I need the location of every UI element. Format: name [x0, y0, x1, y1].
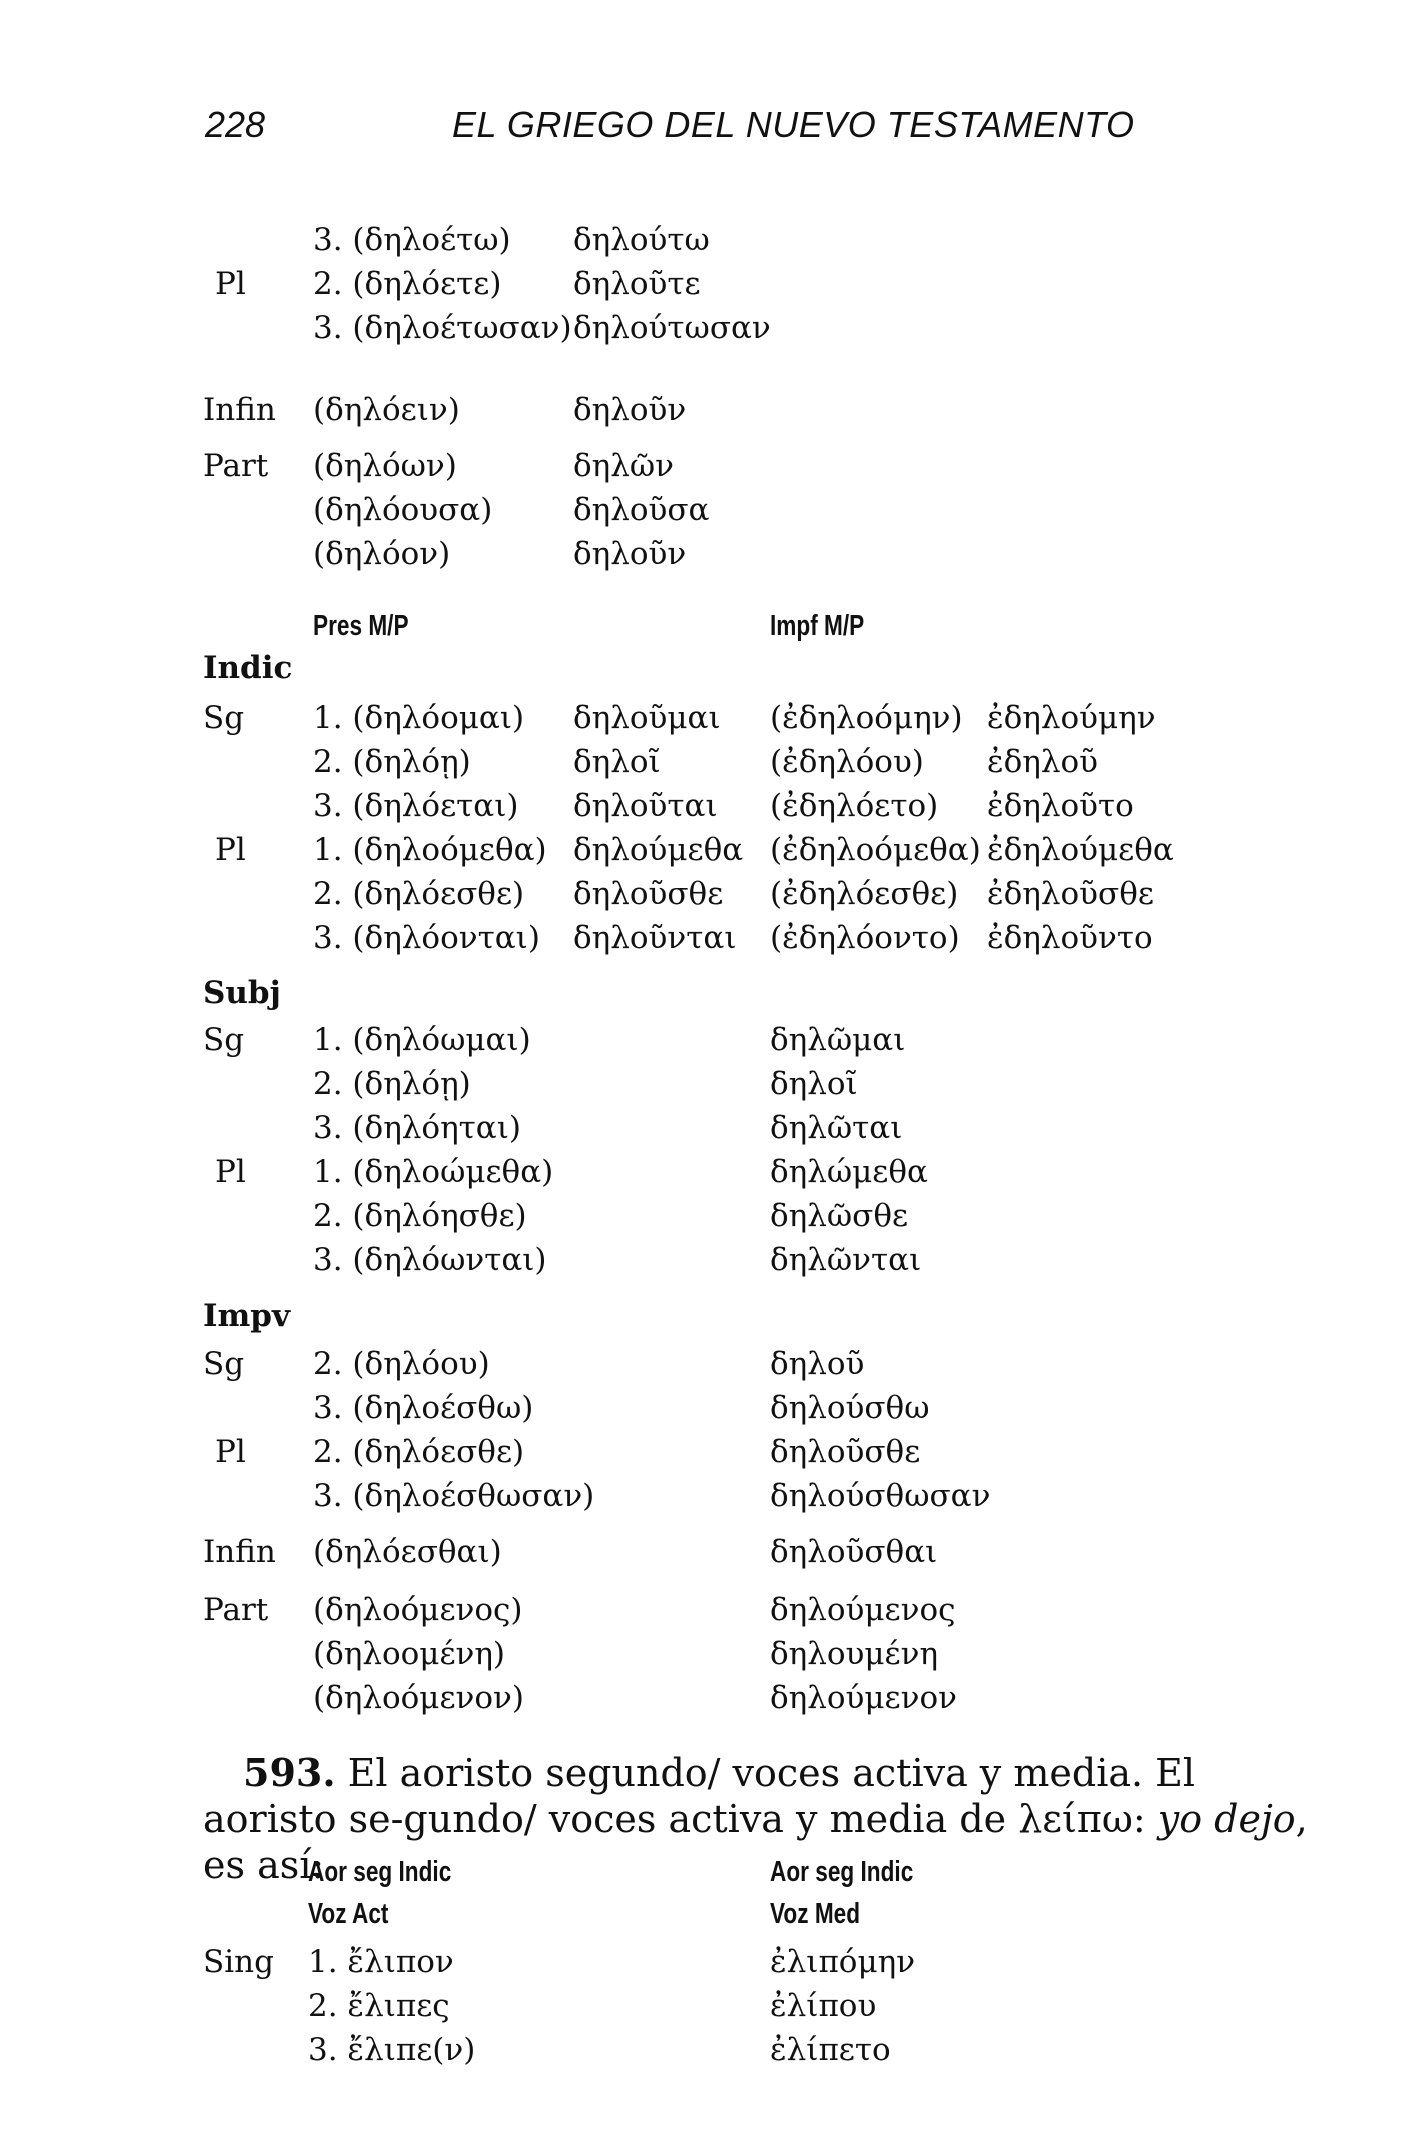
uncontracted-form: 1. (δηλοόμεθα): [313, 832, 547, 868]
impf-contracted-form: ἐδηλούμεθα: [987, 832, 1174, 868]
paradigm-row: [0, 1066, 1405, 1110]
aorist-active-form: 2. ἔλιπες: [308, 1988, 450, 2024]
uncontracted-form: 1. (δηλόωμαι): [313, 1022, 531, 1058]
pres-mp-heading: Pres M/P: [313, 610, 409, 642]
aorist-row: [0, 2032, 1405, 2076]
uncontracted-form: 2. (δηλόῃ): [313, 1066, 471, 1102]
paradigm-row: [0, 920, 1405, 964]
infinitive-row: [0, 392, 1405, 436]
uncontracted-form: 3. (δηλοέσθωσαν): [313, 1478, 595, 1514]
paradigm-row: [0, 1022, 1405, 1066]
impf-contracted-form: ἐδηλοῦ: [987, 744, 1099, 780]
paradigm-row: [0, 1346, 1405, 1390]
section-number: 593.: [243, 1750, 336, 1795]
row-label: Infin: [203, 1534, 276, 1570]
paradigm-row: [0, 876, 1405, 920]
indic-label: Indic: [203, 650, 293, 686]
impv-label: Impv: [203, 1298, 290, 1334]
participle-row: [0, 1592, 1405, 1636]
paradigm-row: [0, 832, 1405, 876]
uncontracted-form: (δηλόον): [313, 536, 451, 572]
uncontracted-form: (δηλόων): [313, 448, 457, 484]
aorist-active-form: 1. ἔλιπον: [308, 1944, 454, 1980]
uncontracted-form: 3. (δηλόεται): [313, 788, 519, 824]
paradigm-row: [0, 1198, 1405, 1242]
impf-contracted-form: ἐδηλοῦσθε: [987, 876, 1154, 912]
row-label: Pl: [215, 832, 246, 868]
mood-heading: [0, 650, 1405, 694]
paradigm-row: [0, 1242, 1405, 1286]
row-label: Pl: [215, 266, 246, 302]
page-number: 228: [205, 104, 266, 145]
row-label: Part: [203, 1592, 269, 1628]
contracted-form: δηλοῦτε: [573, 266, 701, 302]
impf-uncontracted-form: (ἐδηλόετο): [770, 788, 939, 824]
uncontracted-form: 3. (δηλοέτωσαν): [313, 310, 572, 346]
contracted-form: δηλούτω: [573, 222, 710, 258]
paradigm-row: [0, 1390, 1405, 1434]
contracted-form: δηλοῦνται: [573, 920, 737, 956]
contracted-form: δηλοῦσθε: [770, 1434, 921, 1470]
contracted-form: δηλούμενον: [770, 1680, 957, 1716]
uncontracted-form: (δηλόουσα): [313, 492, 493, 528]
paradigm-row: [0, 700, 1405, 744]
contracted-form: δηλῶμαι: [770, 1022, 906, 1058]
uncontracted-form: 1. (δηλόομαι): [313, 700, 525, 736]
paradigm-row: [0, 1434, 1405, 1478]
aor-act-heading-1: Aor seg Indic: [308, 1856, 452, 1888]
section-sep: :: [1132, 1797, 1158, 1841]
row-label: Part: [203, 448, 269, 484]
contracted-form: δηλοῦν: [573, 392, 687, 428]
contracted-form: δηλῶν: [573, 448, 675, 484]
uncontracted-form: 3. (δηλόηται): [313, 1110, 521, 1146]
section-text-end: , es así:: [203, 1797, 1308, 1887]
aorist-middle-form: ἐλίπου: [770, 1988, 877, 2024]
contracted-form: δηλῶσθε: [770, 1198, 909, 1234]
impf-uncontracted-form: (ἐδηλοόμην): [770, 700, 963, 736]
uncontracted-form: 3. (δηλοέσθω): [313, 1390, 534, 1426]
uncontracted-form: 2. (δηλόεσθε): [313, 1434, 525, 1470]
subj-label: Subj: [203, 975, 281, 1011]
aorist-middle-form: ἐλίπετο: [770, 2032, 891, 2068]
mood-heading: [0, 975, 1405, 1019]
contracted-form: δηλούμεθα: [573, 832, 744, 868]
aorist-active-form: 3. ἔλιπε(ν): [308, 2032, 476, 2068]
contracted-form: δηλούτωσαν: [573, 310, 771, 346]
contracted-form: δηλοῦσθε: [573, 876, 724, 912]
aor-med-heading-2: Voz Med: [770, 1898, 861, 1930]
uncontracted-form: (δηλοόμενον): [313, 1680, 524, 1716]
row-label: Sing: [203, 1944, 274, 1980]
contracted-form: δηλοῦται: [573, 788, 718, 824]
contracted-form: δηλούσθωσαν: [770, 1478, 991, 1514]
paradigm-row: [0, 266, 1405, 310]
uncontracted-form: 2. (δηλόετε): [313, 266, 502, 302]
contracted-form: δηλοῦμαι: [573, 700, 721, 736]
paradigm-row: [0, 1110, 1405, 1154]
uncontracted-form: 3. (δηλόονται): [313, 920, 540, 956]
impf-contracted-form: ἐδηλοῦτο: [987, 788, 1134, 824]
uncontracted-form: 3. (δηλόωνται): [313, 1242, 547, 1278]
paradigm-row: [0, 788, 1405, 832]
contracted-form: δηλοῖ: [770, 1066, 858, 1102]
paradigm-row: [0, 310, 1405, 354]
aor-med-heading-1: Aor seg Indic: [770, 1856, 914, 1888]
paradigm-row: [0, 1154, 1405, 1198]
uncontracted-form: 2. (δηλόησθε): [313, 1198, 527, 1234]
aorist-row: [0, 1944, 1405, 1988]
row-label: Pl: [215, 1154, 246, 1190]
row-label: Sg: [203, 1022, 245, 1058]
aorist-row: [0, 1988, 1405, 2032]
contracted-form: δηλοῦσθαι: [770, 1534, 938, 1570]
contracted-form: δηλώμεθα: [770, 1154, 928, 1190]
participle-row: [0, 536, 1405, 580]
contracted-form: δηλουμένη: [770, 1636, 939, 1672]
row-label: Infin: [203, 392, 276, 428]
contracted-form: δηλοῦ: [770, 1346, 865, 1382]
uncontracted-form: 2. (δηλόεσθε): [313, 876, 525, 912]
paradigm-row: [0, 1478, 1405, 1522]
gloss: yo dejo: [1157, 1797, 1296, 1841]
paradigm-row: [0, 744, 1405, 788]
infinitive-row: [0, 1534, 1405, 1578]
uncontracted-form: (δηλόεσθαι): [313, 1534, 502, 1570]
uncontracted-form: (δηλοομένη): [313, 1636, 506, 1672]
contracted-form: δηλῶται: [770, 1110, 903, 1146]
participle-row: [0, 1636, 1405, 1680]
impf-uncontracted-form: (ἐδηλοόμεθα): [770, 832, 981, 868]
participle-row: [0, 492, 1405, 536]
impf-mp-heading: Impf M/P: [770, 610, 865, 642]
impf-contracted-form: ἐδηλοῦντο: [987, 920, 1153, 956]
section-text: El aoristo segundo/ voces activa y media. El aoristo se-gundo/ voces activa y media de: [203, 1751, 1196, 1841]
running-title: EL GRIEGO DEL NUEVO TESTAMENTO: [452, 104, 1135, 145]
row-label: Pl: [215, 1434, 246, 1470]
row-label: Sg: [203, 700, 245, 736]
contracted-form: δηλοῦσα: [573, 492, 710, 528]
row-label: Sg: [203, 1346, 245, 1382]
uncontracted-form: 2. (δηλόῃ): [313, 744, 471, 780]
contracted-form: δηλοῖ: [573, 744, 661, 780]
impf-uncontracted-form: (ἐδηλόου): [770, 744, 924, 780]
paradigm-row: [0, 222, 1405, 266]
uncontracted-form: 2. (δηλόου): [313, 1346, 490, 1382]
participle-row: [0, 448, 1405, 492]
uncontracted-form: (δηλόειν): [313, 392, 460, 428]
greek-verb: λείπω: [1018, 1797, 1133, 1841]
mood-heading: [0, 1298, 1405, 1342]
participle-row: [0, 1680, 1405, 1724]
uncontracted-form: 1. (δηλοώμεθα): [313, 1154, 554, 1190]
impf-contracted-form: ἐδηλούμην: [987, 700, 1156, 736]
contracted-form: δηλούμενος: [770, 1592, 956, 1628]
impf-uncontracted-form: (ἐδηλόοντο): [770, 920, 960, 956]
uncontracted-form: 3. (δηλοέτω): [313, 222, 511, 258]
contracted-form: δηλοῦν: [573, 536, 687, 572]
impf-uncontracted-form: (ἐδηλόεσθε): [770, 876, 959, 912]
uncontracted-form: (δηλοόμενος): [313, 1592, 523, 1628]
aor-act-heading-2: Voz Act: [308, 1898, 389, 1930]
contracted-form: δηλῶνται: [770, 1242, 922, 1278]
aorist-middle-form: ἐλιπόμην: [770, 1944, 916, 1980]
contracted-form: δηλούσθω: [770, 1390, 930, 1426]
